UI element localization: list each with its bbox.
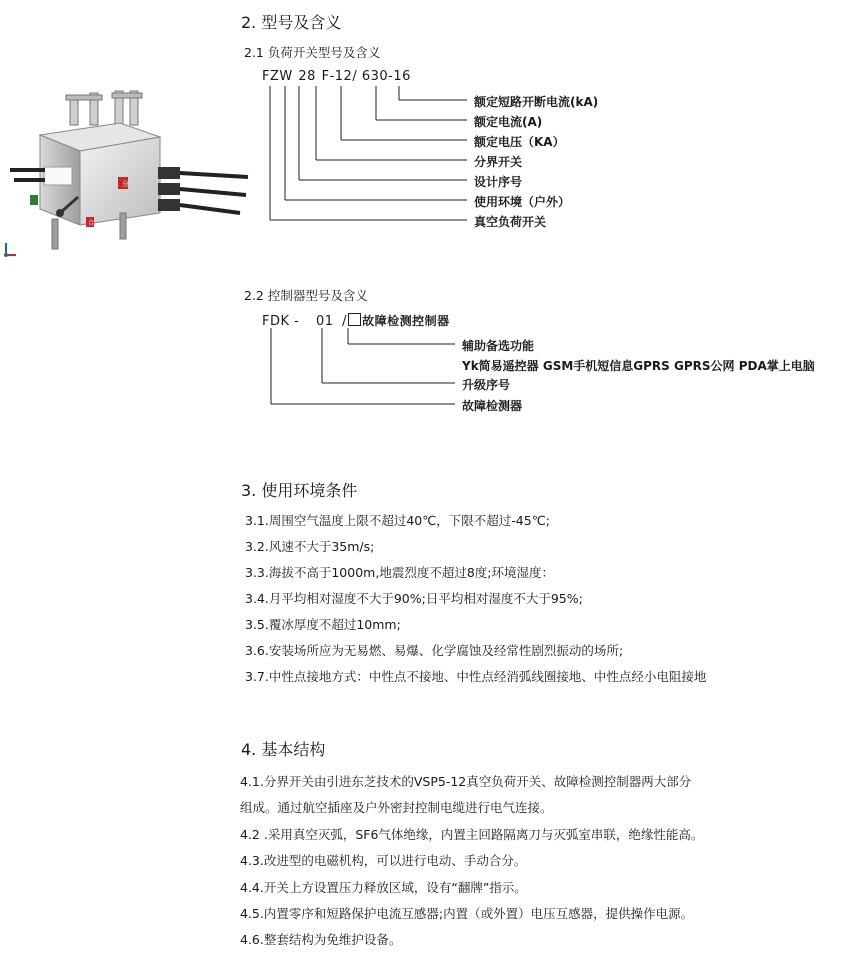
subsection-2-1-title: 2.1 负荷开关型号及含义 [244,45,381,60]
code-part-12: 12 [334,69,353,84]
controller-code [262,312,450,329]
controller-code-prefix: FDK - [262,314,300,329]
label-rated-current: 额定电流(A) [474,115,543,129]
label-rated-voltage: 额定电压（KA） [474,135,565,149]
structure-item: 4.6.整套结构为免维护设备。 [240,932,402,947]
condition-item: 3.4.月平均相对湿度不大于90%;日平均相对湿度不大于95%; [245,591,583,606]
label-vacuum-load-switch: 真空负荷开关 [474,215,547,229]
code-part-fzw: FZW [262,69,293,84]
code-slash: / [352,69,358,84]
condition-item: 3.3.海拔不高于1000m,地震烈度不超过8度;环境湿度： [245,565,554,580]
section4-title: 4. 基本结构 [241,740,326,759]
structure-item: 4.4.开关上方设置压力释放区域，设有“翻牌”指示。 [240,880,527,895]
label-rated-breaking-current: 额定短路开断电流(kA) [474,95,599,109]
condition-item: 3.6.安装场所应为无易燃、易爆、化学腐蚀及经常性剧烈振动的场所; [245,643,624,658]
code-part-f: F [321,69,330,84]
condition-item: 3.2.风速不大于35m/s; [245,539,375,554]
structure-item: 4.1.分界开关由引进东芝技术的VSP5-12真空负荷开关、故障检测控制器两大部分 [240,774,692,789]
controller-code-suffix: 故障检测控制器 [362,314,450,328]
code-dash-1: - [329,69,335,84]
open-label: 分 [122,180,129,188]
structure-item: 4.3.改进型的电磁机构，可以进行电动、手动合分。 [240,853,527,868]
structure-item: 4.5.内置零序和短路保护电流互感器;内置（或外置）电压互感器，提供操作电源。 [240,906,694,921]
label-design-number: 设计序号 [474,175,523,189]
label-aux-functions: 辅助备选功能 [462,339,535,353]
code-part-630: 630 [361,69,389,84]
label-environment: 使用环境（户外） [474,195,571,209]
option-box [348,313,361,326]
condition-item: 3.5.覆冰厚度不超过10mm; [245,617,401,632]
condition-item: 3.7.中性点接地方式：中性点不接地、中性点经消弧线圈接地、中性点经小电阻接地 [245,669,707,684]
controller-code-slash: / [342,314,348,329]
code-part-16: 16 [393,69,411,84]
close-label: 合 [88,220,95,227]
label-function-options: Yk简易遥控器 GSM手机短信息GPRS GPRS公网 PDA掌上电脑 [462,359,815,373]
structure-item: 组成。通过航空插座及户外密封控制电缆进行电气连接。 [240,800,553,815]
label-boundary-switch: 分界开关 [474,155,523,169]
structure-item: 4.2 .采用真空灭弧，SF6气体绝缘，内置主回路隔离刀与灭弧室串联，绝缘性能高。 [240,827,704,842]
condition-item: 3.1.周围空气温度上限不超过40℃，下限不超过-45℃; [245,513,550,528]
controller-code-num: 01 [315,314,334,329]
code-part-28: 28 [298,69,316,84]
subsection-2-2-title: 2.2 控制器型号及含义 [244,288,368,303]
code-dash-2: - [388,69,394,84]
section2-title: 2. 型号及含义 [241,13,342,32]
label-fault-detector: 故障检测器 [462,399,523,413]
label-upgrade-number: 升级序号 [462,378,511,392]
section3-title: 3. 使用环境条件 [241,481,358,500]
